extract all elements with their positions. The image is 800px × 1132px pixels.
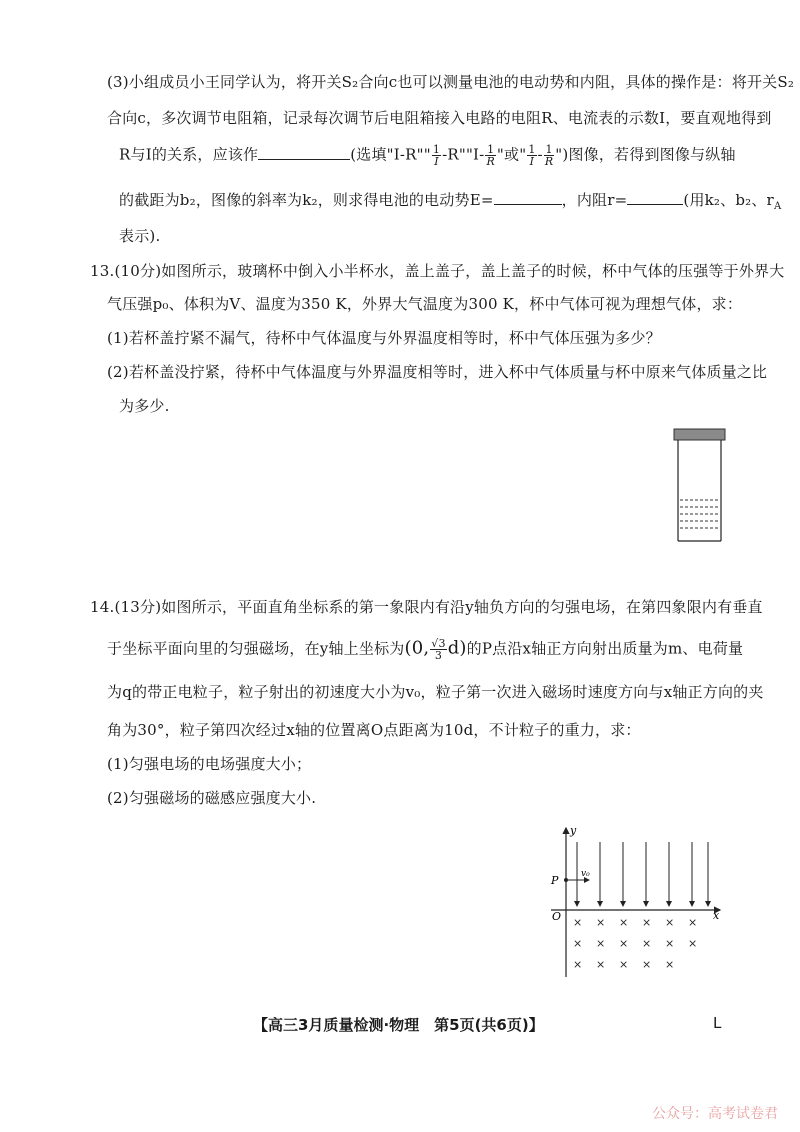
answer-blank-resistance[interactable] [627, 190, 683, 205]
x-axis-label: x [713, 909, 720, 922]
svg-text:×: × [573, 937, 583, 950]
cup-lid [674, 429, 725, 440]
q14-line3: 为q的带正电粒子，粒子射出的初速度大小为v₀，粒子第一次进入磁场时速度方向与x轴正方向的夹 [107, 683, 764, 701]
electric-field-lines [577, 842, 708, 906]
svg-text:×: × [642, 937, 652, 950]
svg-text:×: × [642, 916, 652, 929]
svg-text:×: × [619, 958, 629, 971]
q13-line2: 气压强p₀、体积为V、温度为350 K，外界大气温度为300 K，杯中气体可视为理想气体，求： [107, 295, 743, 313]
v0-label: v₀ [581, 869, 590, 879]
field-diagram [545, 822, 725, 982]
q13-sub2-line1: (2)若杯盖没拧紧，待杯中气体温度与外界温度相等时，进入杯中气体质量与杯中原来气体质量之比 [107, 363, 768, 381]
svg-text:×: × [596, 937, 606, 950]
q14-line2: 于坐标平面向里的匀强磁场，在y轴上坐标为(0, $\frac{√3}{3}$ d)的P点沿x轴正方向射出质量为m、电荷量 [107, 637, 744, 662]
q13-sub2-line2: 为多少. [119, 397, 170, 415]
glass-cup-figure [672, 427, 728, 545]
page-footer: 【高三3月质量检测·物理 第5页(共6页)】 [253, 1016, 544, 1034]
p-label: P [551, 874, 559, 887]
q12-part3-line3: R与I的关系，应该作 (选填"I-R"" $\frac{1}{I}$ -R""I- $\frac{1}{R}$ "或" $\frac{1}{I}$ - $\frac{1}{R}$ ")图像，若得到图像与纵轴 [119, 143, 736, 168]
footer-version-mark: L [713, 1014, 722, 1032]
fraction-1-over-I: $\frac{1}{I}$ [432, 143, 441, 168]
svg-text:×: × [619, 937, 629, 950]
magnetic-field-crosses [573, 916, 697, 971]
fraction-1-over-I-b: $\frac{1}{I}$ [528, 143, 536, 168]
q12-part3-line1: (3)小组成员小王同学认为，将开关S₂合向c也可以测量电池的电动势和内阻，具体的操作是：将开关S₂ [107, 73, 795, 91]
fraction-sqrt3-over-3: $\frac{√3}{3}$ [431, 637, 446, 662]
svg-text:×: × [596, 958, 606, 971]
q14-sub2: (2)匀强磁场的磁感应强度大小. [107, 789, 317, 807]
fraction-1-over-R: $\frac{1}{R}$ [486, 143, 495, 168]
q12-part3-line4: 的截距为b₂，图像的斜率为k₂，则求得电池的电动势E= ，内阻r= (用k₂、b₂、$r_A$ [119, 191, 782, 212]
svg-text:×: × [619, 916, 629, 929]
q13-sub1: (1)若杯盖拧紧不漏气，待杯中气体温度与外界温度相等时，杯中气体压强为多少？ [107, 329, 661, 347]
fraction-1-over-R-b: $\frac{1}{R}$ [544, 143, 554, 168]
svg-text:×: × [665, 937, 675, 950]
svg-text:×: × [688, 937, 698, 950]
watermark: 公众号：高考试卷君 [652, 1106, 778, 1122]
q12-part3-line2: 合向c，多次调节电阻箱，记录每次调节后电阻箱接入电路的电阻R、电流表的示数I，要直观地得到 [107, 109, 772, 127]
q13-line1: 13.(10分)如图所示，玻璃杯中倒入小半杯水，盖上盖子，盖上盖子的时候，杯中气体的压强等于外界大 [90, 262, 785, 280]
svg-text:×: × [573, 958, 583, 971]
q14-line4: 角为30°，粒子第四次经过x轴的位置离O点距离为10d，不计粒子的重力，求： [107, 721, 641, 739]
svg-text:×: × [688, 916, 698, 929]
svg-text:×: × [665, 916, 675, 929]
svg-text:×: × [596, 916, 606, 929]
y-axis-label: y [570, 824, 577, 837]
q14-line1: 14.(13分)如图所示，平面直角坐标系的第一象限内有沿y轴负方向的匀强电场，在第四象限内有垂直 [90, 598, 763, 616]
svg-text:×: × [642, 958, 652, 971]
answer-blank-emf[interactable] [494, 190, 562, 205]
q14-sub1: (1)匀强电场的电场强度大小； [107, 755, 312, 773]
svg-text:×: × [573, 916, 583, 929]
origin-label: O [552, 910, 562, 923]
svg-text:×: × [665, 958, 675, 971]
water-lines [680, 500, 719, 528]
q12-part3-line5: 表示). [119, 227, 161, 245]
answer-blank-graph[interactable] [258, 145, 350, 160]
